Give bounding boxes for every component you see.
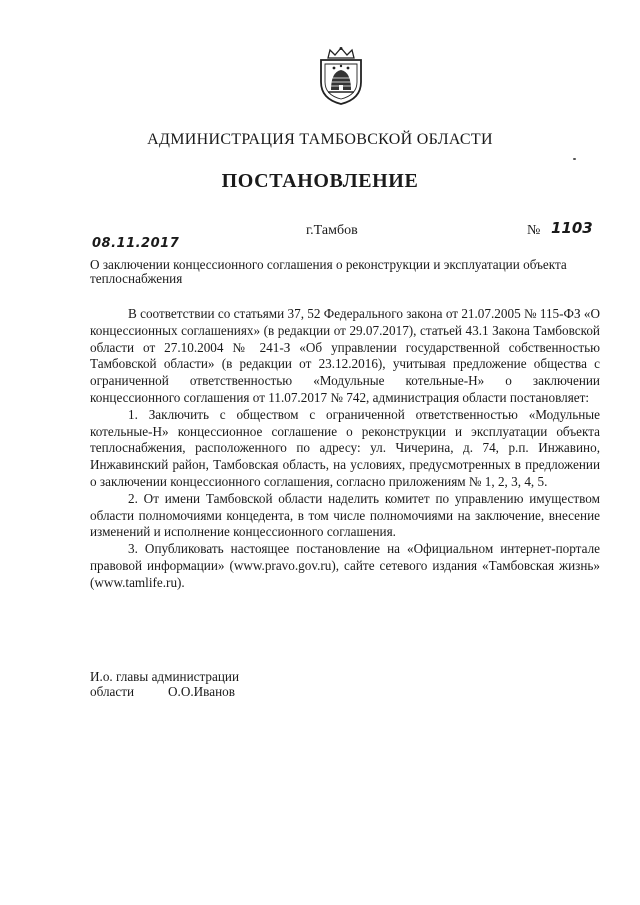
clause-3: 3. Опубликовать настоящее постановление на «Официальном интернет-портале правовой информации» (www.pravo.gov.ru), сайте сетевого издания «Тамбовская жизнь» (www.tamlife.ru). (90, 541, 600, 590)
document-body (90, 306, 600, 592)
document-type-title: ПОСТАНОВЛЕНИЕ (221, 170, 419, 192)
coat-of-arms-icon (316, 46, 366, 106)
document-subject: О заключении концессионного соглашения о реконструкции и эксплуатации объекта теплоснабжения (90, 257, 567, 286)
signatory-position-cont: области (90, 684, 135, 699)
signatory-row (90, 684, 239, 699)
ink-speck (573, 158, 576, 160)
clause-2: 2. От имени Тамбовской области наделить комитет по управлению имуществом области полномочиями концедента, в том числе полномочиями на заключение, внесение изменений и исполнение концессионного соглашения. (90, 490, 600, 540)
document-date: 08.11.2017 (92, 236, 180, 251)
signatory-position: И.о. главы администрации (90, 669, 240, 684)
signature-block (90, 669, 239, 699)
preamble-paragraph: В соответствии со статьями 37, 52 Федерального закона от 21.07.2005 № 115-ФЗ «О концессионных соглашениях» (в редакции от 29.07.2017), статьей 43.1 Закона Тамбовской области от 27.10.2004 № 241-З «Об управлении государственной собственностью Тамбовской области» (в редакции от 23.12.2016), учитывая предложение общества с ограниченной ответственностью «Модульные котельные-Н» о заключении концессионного соглашения от 11.07.2017 № 742, администрация области постановляет: (90, 306, 600, 405)
clause-1: 1. Заключить с обществом с ограниченной ответственностью «Модульные котельные-Н» концессионное соглашение о реконструкции и эксплуатации объекта теплоснабжения, расположенного по адресу: ул. Чичерина, д. 74, р.п. Инжавино, Инжавинский район, Тамбовская область, на условиях, предусмотренных в предложении о заключении концессионного соглашения, согласно приложениям № 1, 2, 3, 4, 5. (90, 406, 600, 489)
document-city: г.Тамбов (306, 223, 358, 238)
signatory-name: О.О.Иванов (168, 684, 235, 699)
organization-title: АДМИНИСТРАЦИЯ ТАМБОВСКОЙ ОБЛАСТИ (147, 131, 493, 148)
document-number-sign: № (527, 223, 541, 238)
document-number: 1103 (551, 219, 593, 237)
